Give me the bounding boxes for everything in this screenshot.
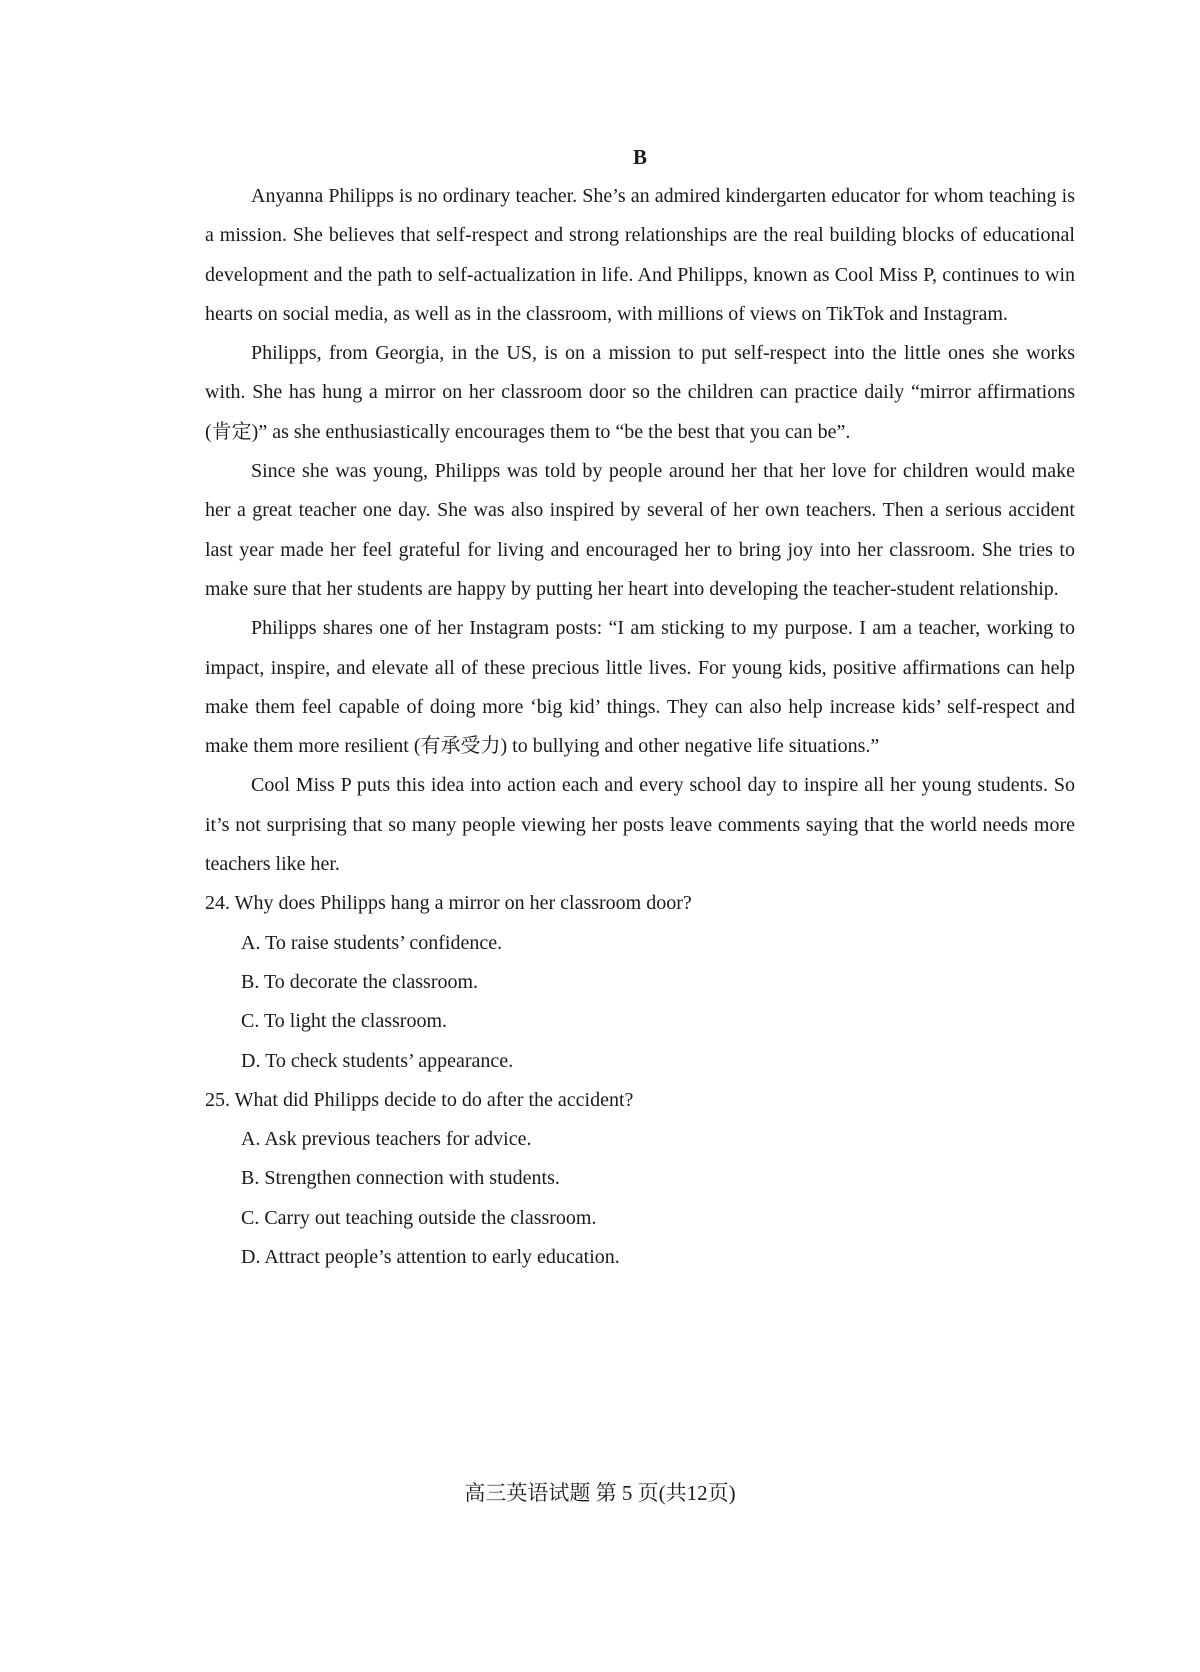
option-b: B. To decorate the classroom.	[241, 970, 479, 993]
option-c: C. To light the classroom.	[241, 1010, 447, 1033]
option-c: C. Carry out teaching outside the classroom.	[241, 1206, 597, 1229]
option-b: B. Strengthen connection with students.	[241, 1167, 560, 1190]
question-24	[205, 884, 1075, 1080]
page-footer: 高三英语试题 第 5 页(共12页)	[464, 1481, 736, 1505]
option-a: A. To raise students’ confidence.	[241, 931, 503, 954]
paragraph-4: Philipps shares one of her Instagram posts: “I am sticking to my purpose. I am a teacher, working to impact, inspire, and elevate all of these precious little lives. For young kids, positive affirmations can help make them feel capable of doing more ‘big kid’ things. They can also help increase kids’ self-respect and make them more resilient (有承受力) to bullying and other negative life situations.”	[205, 617, 1075, 758]
paragraph-1: Anyanna Philipps is no ordinary teacher. She’s an admired kindergarten educator for whom teaching is a mission. She believes that self-respect and strong relationships are the real building blocks of educational development and the path to self-actualization in life. And Philipps, known as Cool Miss P, continues to win hearts on social media, as well as in the classroom, with millions of views on TikTok and Instagram.	[205, 185, 1075, 325]
question-25	[205, 1081, 1075, 1277]
section-label: B	[632, 145, 647, 169]
question-stem: 24. Why does Philipps hang a mirror on her classroom door?	[205, 892, 692, 915]
option-d: D. To check students’ appearance.	[241, 1049, 514, 1072]
question-stem: 25. What did Philipps decide to do after the accident?	[205, 1088, 634, 1111]
paragraph-3: Since she was young, Philipps was told by people around her that her love for children would make her a great teacher one day. She was also inspired by several of her own teachers. Then a serious accident last year made her feel grateful for living and encouraged her to bring joy into her classroom. She tries to make sure that her students are happy by putting her heart into developing the teacher-student relationship.	[205, 460, 1075, 600]
option-d: D. Attract people’s attention to early education.	[241, 1246, 620, 1269]
paragraph-5: Cool Miss P puts this idea into action each and every school day to inspire all her young students. So it’s not surprising that so many people viewing her posts leave comments saying that the world needs more teachers like her.	[205, 774, 1075, 876]
option-a: A. Ask previous teachers for advice.	[241, 1128, 532, 1151]
paragraph-2: Philipps, from Georgia, in the US, is on a mission to put self-respect into the little ones she works with. She has hung a mirror on her classroom door so the children can practice daily “mirror affirmations (肯定)” as she enthusiastically encourages them to “be the best that you can be”.	[205, 342, 1075, 443]
document-page	[205, 138, 1075, 1277]
